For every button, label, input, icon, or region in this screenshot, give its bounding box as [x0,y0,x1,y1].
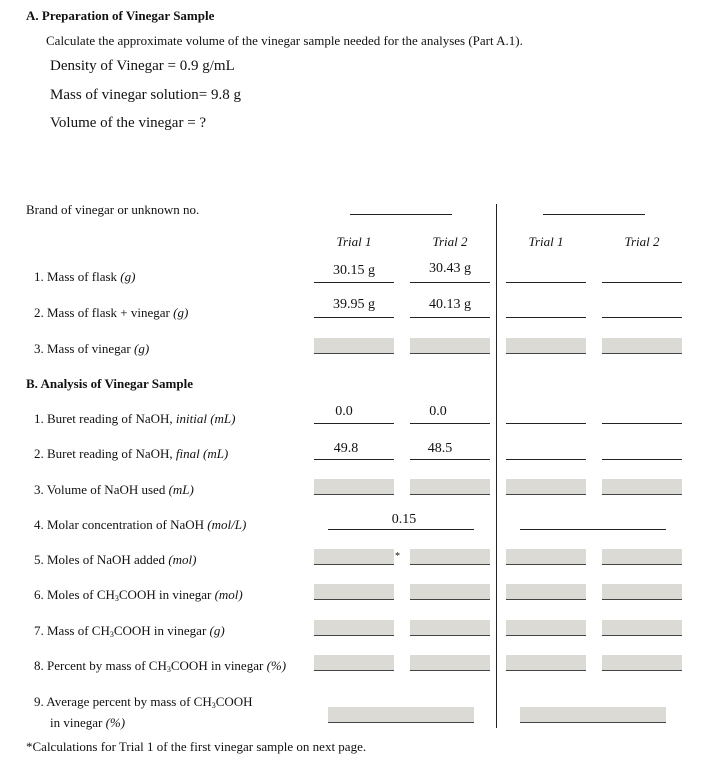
row-mass-acetic [34,623,225,639]
field-b8-t1[interactable] [314,655,394,671]
mass-flask-vinegar-t2: 40.13 g [429,297,471,312]
row-unit: (g) [134,341,150,356]
brand-field-1[interactable] [350,214,452,215]
row-unit: (mol) [214,587,243,602]
row-emph: final [175,446,200,461]
density-line: Density of Vinegar = 0.9 g/mL [50,58,235,74]
mass-line: Mass of vinegar solution= 9.8 g [50,87,241,103]
col-header-s2-trial2: Trial 2 [624,234,660,249]
field-b3-s2t2[interactable] [602,479,682,495]
mass-flask-t2: 30.43 g [429,261,471,276]
field-b7-s2t1[interactable] [506,620,586,636]
molarity-value: 0.15 [391,512,417,527]
row-label: 5. Moles of NaOH added [34,552,166,567]
section-a-instruction: Calculate the approximate volume of the vinegar sample needed for the analyses (Part A.1). [46,33,523,48]
field-a3-t2[interactable] [410,338,490,354]
field-b3-t1[interactable] [314,479,394,495]
col-header-s1-trial2: Trial 2 [432,234,468,249]
row-label-post: COOH in vinegar [170,658,264,673]
buret-initial-t1: 0.0 [335,404,353,419]
row-average-percent [34,693,253,731]
asterisk-mark: * [395,551,400,562]
row-unit: (mL) [202,446,229,461]
field-b7-t1[interactable] [314,620,394,636]
field-b8-t2[interactable] [410,655,490,671]
field-a1-t2[interactable] [410,282,490,283]
row-buret-initial [34,411,235,427]
col-header-s2-trial1: Trial 1 [528,234,564,249]
row-unit: (g) [209,623,225,638]
field-b5-t1[interactable] [314,549,394,565]
row-molarity-naoh [34,517,246,533]
row-label: 1. Mass of flask [34,269,118,284]
row-emph: initial [175,411,207,426]
field-b5-t2[interactable] [410,549,490,565]
row-volume-naoh [34,482,194,498]
section-a-heading: A. Preparation of Vinegar Sample [26,8,215,23]
field-b1-s2t2[interactable] [602,423,682,424]
field-a2-s2t1[interactable] [506,317,586,318]
row-moles-naoh [34,552,196,568]
row-unit: (%) [266,658,287,673]
field-b5-s2t2[interactable] [602,549,682,565]
col-header-s1-trial1: Trial 1 [336,234,372,249]
row-unit: (g) [120,269,136,284]
field-a2-t2[interactable] [410,317,490,318]
row-percent-acetic [34,658,286,674]
buret-initial-t2: 0.0 [429,404,447,419]
field-b6-t2[interactable] [410,584,490,600]
row-label: 3. Mass of vinegar [34,341,131,356]
field-b8-s2t2[interactable] [602,655,682,671]
mass-flask-vinegar-t1: 39.95 g [333,297,375,312]
field-a3-s2t2[interactable] [602,338,682,354]
row-unit: (mL) [168,482,194,497]
row-moles-acetic [34,587,243,603]
section-b-heading: B. Analysis of Vinegar Sample [26,376,193,391]
field-b7-s2t2[interactable] [602,620,682,636]
row-label-line2: in vinegar [50,715,103,730]
field-b1-t1[interactable] [314,423,394,424]
row-mass-flask-vinegar [34,305,188,321]
brand-label: Brand of vinegar or unknown no. [26,202,200,217]
volume-line: Volume of the vinegar = ? [50,115,207,131]
field-a2-t1[interactable] [314,317,394,318]
field-b9-s1[interactable] [328,707,474,723]
row-label: 1. Buret reading of NaOH, [34,411,176,426]
row-mass-flask [34,269,135,285]
field-b7-t2[interactable] [410,620,490,636]
row-label: 2. Mass of flask + vinegar [34,305,170,320]
row-buret-final [34,446,228,462]
field-a1-s2t1[interactable] [506,282,586,283]
field-b3-s2t1[interactable] [506,479,586,495]
row-subscript: 3 [211,701,216,710]
field-b4-s2[interactable] [520,529,666,530]
field-b3-t2[interactable] [410,479,490,495]
brand-field-2[interactable] [543,214,645,215]
buret-final-t1: 49.8 [333,441,359,456]
field-b2-t2[interactable] [410,459,490,460]
field-b2-t1[interactable] [314,459,394,460]
field-a2-s2t2[interactable] [602,317,682,318]
row-subscript: 3 [114,594,119,603]
row-subscript: 3 [166,665,171,674]
field-b8-s2t1[interactable] [506,655,586,671]
row-unit: (%) [105,715,126,730]
field-a1-s2t2[interactable] [602,282,682,283]
row-label: 6. Moles of CH [34,587,115,602]
field-b6-t1[interactable] [314,584,394,600]
buret-final-t2: 48.5 [427,441,453,456]
row-label: 4. Molar concentration of NaOH [34,517,205,532]
mass-flask-t1: 30.15 g [333,263,375,278]
field-a3-s2t1[interactable] [506,338,586,354]
field-b2-s2t1[interactable] [506,459,586,460]
sample-divider [496,204,497,728]
row-label: 8. Percent by mass of CH [34,658,167,673]
row-label-post: COOH in vinegar [118,587,212,602]
row-label-post: COOH in vinegar [113,623,207,638]
row-unit: (g) [173,305,189,320]
row-label: 9. Average percent by mass of CH [34,694,212,709]
field-b6-s2t1[interactable] [506,584,586,600]
row-label: 3. Volume of NaOH used [34,482,166,497]
field-b9-s2[interactable] [520,707,666,723]
field-b6-s2t2[interactable] [602,584,682,600]
field-a3-t1[interactable] [314,338,394,354]
row-mass-vinegar [34,341,149,357]
row-subscript: 3 [109,630,114,639]
row-unit: (mol/L) [207,517,247,532]
footnote: *Calculations for Trial 1 of the first vinegar sample on next page. [26,739,367,754]
field-b1-t2[interactable] [410,423,490,424]
field-b2-s2t2[interactable] [602,459,682,460]
field-b5-s2t1[interactable] [506,549,586,565]
row-label-post: COOH [215,694,253,709]
row-unit: (mol) [168,552,197,567]
field-b1-s2t1[interactable] [506,423,586,424]
row-label: 2. Buret reading of NaOH, [34,446,176,461]
field-a1-t1[interactable] [314,282,394,283]
row-unit: (mL) [210,411,236,426]
row-label: 7. Mass of CH [34,623,110,638]
field-b4-s1[interactable] [328,529,474,530]
